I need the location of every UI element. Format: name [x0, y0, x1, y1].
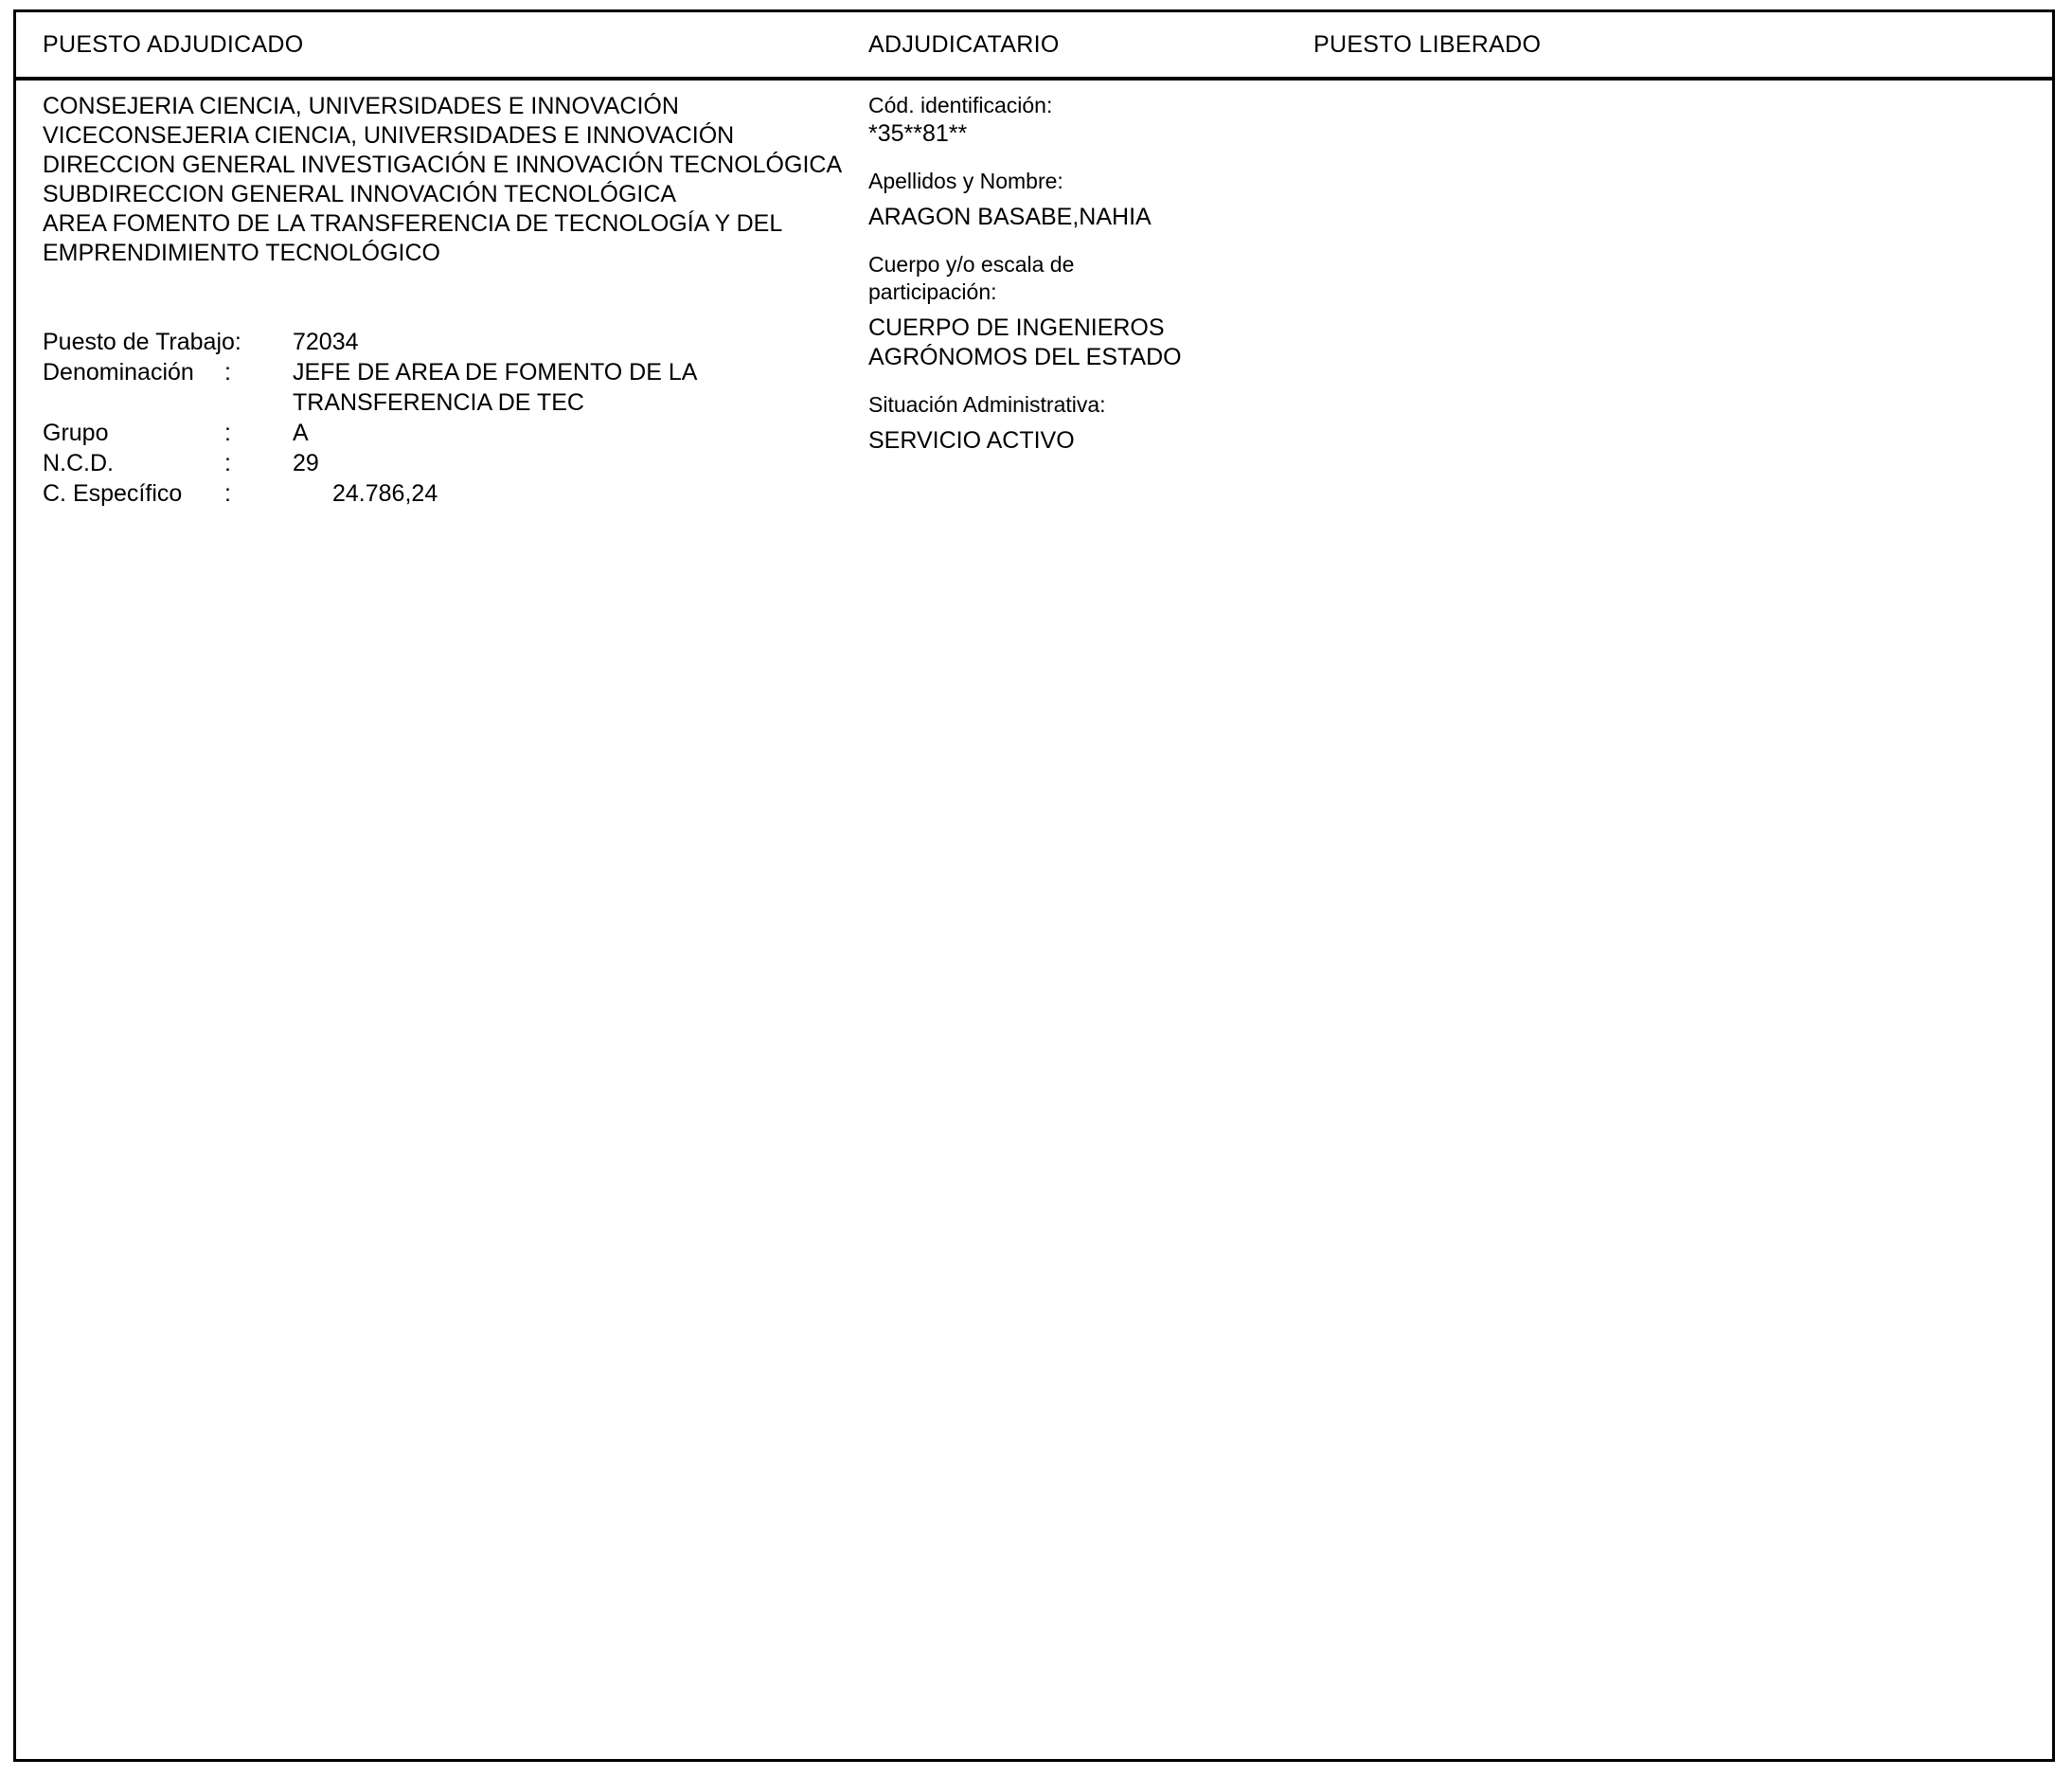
field-label-puesto-de-trabajo: Puesto de Trabajo:	[43, 329, 241, 355]
value-cod-identificacion: *35**81**	[868, 120, 968, 147]
value-situacion-administrativa: SERVICIO ACTIVO	[868, 427, 1075, 454]
field-colon-ncd: :	[224, 450, 231, 476]
field-label-ncd: N.C.D.	[43, 450, 114, 476]
field-label-complemento-especifico: C. Específico	[43, 480, 183, 507]
organization-line-3: DIRECCION GENERAL INVESTIGACIÓN E INNOVACIÓN TECNOLÓGICA	[43, 152, 843, 178]
cell-puesto-liberado	[1313, 81, 2052, 1759]
field-label-denominacion: Denominación	[43, 359, 194, 386]
field-denominacion	[43, 357, 868, 418]
field-colon-denominacion: :	[224, 359, 231, 386]
field-value-grupo: A	[293, 420, 309, 446]
value-cuerpo-escala-line1: CUERPO DE INGENIEROS	[868, 314, 1165, 341]
label-cod-identificacion: Cód. identificación:	[868, 93, 1053, 117]
cell-puesto-adjudicado	[16, 81, 868, 1759]
label-cuerpo-escala-line1: Cuerpo y/o escala de	[868, 252, 1075, 277]
field-gap	[868, 195, 1313, 203]
field-colon-complemento-especifico: :	[224, 480, 231, 507]
field-puesto-de-trabajo	[43, 327, 868, 357]
field-gap	[868, 372, 1313, 391]
organization-line-4: SUBDIRECCION GENERAL INNOVACIÓN TECNOLÓGICA	[43, 181, 677, 207]
cell-adjudicatario	[868, 81, 1313, 1759]
table-header-row	[16, 12, 2052, 81]
organization-line-1: CONSEJERIA CIENCIA, UNIVERSIDADES E INNOVACIÓN	[43, 93, 679, 119]
label-cuerpo-escala-line2: participación:	[868, 279, 997, 304]
table-body-row	[16, 81, 2052, 1759]
field-gap	[868, 149, 1313, 168]
value-apellidos-nombre: ARAGON BASABE,NAHIA	[868, 204, 1152, 230]
field-value-denominacion: JEFE DE AREA DE FOMENTO DE LA TRANSFERENCIA DE TEC	[293, 359, 697, 416]
field-value-puesto-de-trabajo: 72034	[293, 329, 359, 355]
field-gap	[868, 419, 1313, 426]
adjudication-table	[13, 9, 2055, 1762]
label-apellidos-nombre: Apellidos y Nombre:	[868, 169, 1063, 193]
field-value-ncd: 29	[293, 450, 319, 476]
column-header-puesto-adjudicado: PUESTO ADJUDICADO	[43, 31, 304, 58]
field-label-grupo: Grupo	[43, 420, 109, 446]
field-gap	[868, 232, 1313, 251]
organization-line-5: AREA FOMENTO DE LA TRANSFERENCIA DE TECNOLOGÍA Y DEL EMPRENDIMIENTO TECNOLÓGICO	[43, 210, 782, 266]
field-grupo	[43, 418, 868, 448]
field-gap	[868, 306, 1313, 314]
field-value-complemento-especifico: 24.786,24	[332, 480, 438, 507]
field-colon-grupo: :	[224, 420, 231, 446]
value-cuerpo-escala-line2: AGRÓNOMOS DEL ESTADO	[868, 344, 1182, 370]
field-complemento-especifico	[43, 478, 868, 509]
column-header-puesto-liberado: PUESTO LIBERADO	[1313, 31, 1542, 58]
column-header-adjudicatario: ADJUDICATARIO	[868, 31, 1060, 58]
organization-line-2: VICECONSEJERIA CIENCIA, UNIVERSIDADES E INNOVACIÓN	[43, 122, 735, 149]
section-spacer	[43, 268, 868, 327]
field-ncd	[43, 448, 868, 478]
label-situacion-administrativa: Situación Administrativa:	[868, 392, 1106, 417]
